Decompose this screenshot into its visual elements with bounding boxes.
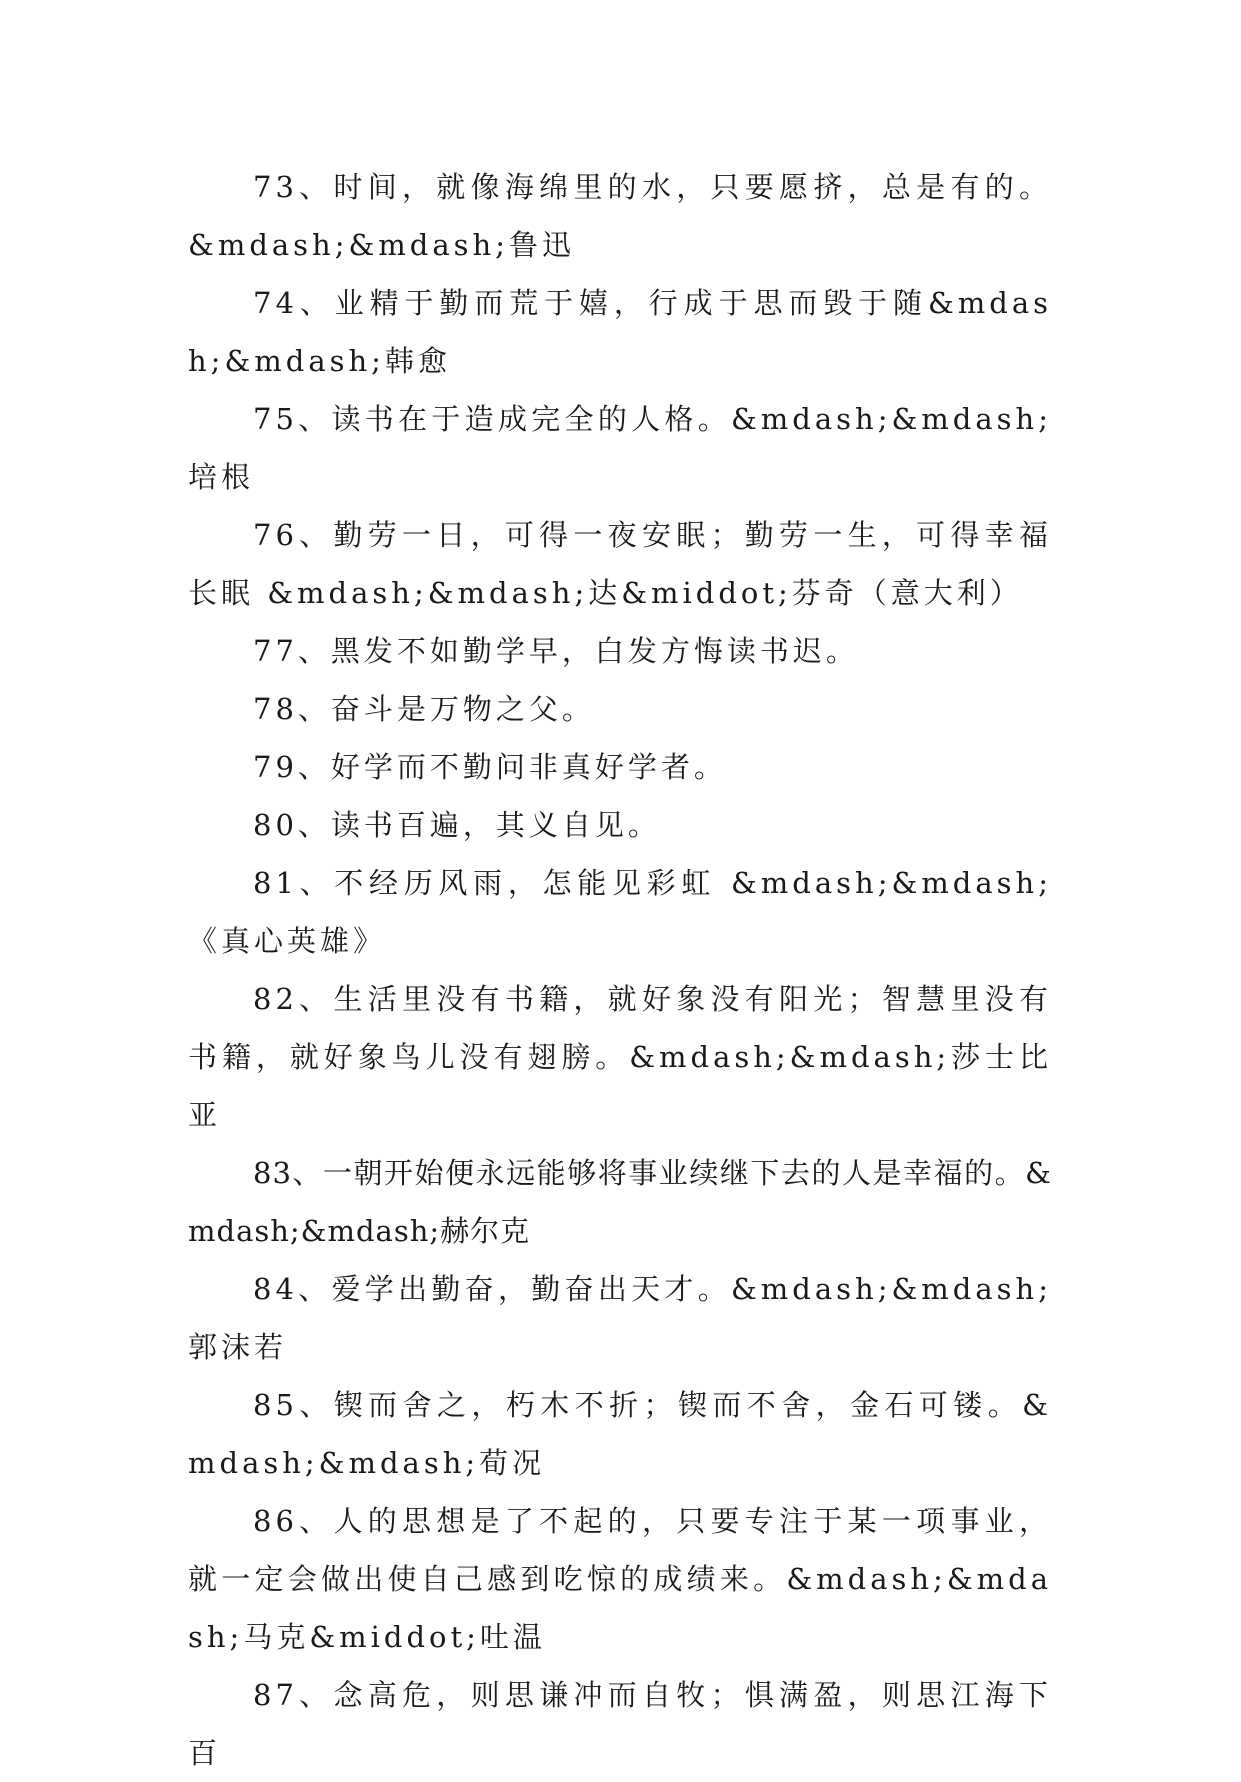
quote-78: 78、奋斗是万物之父。 <box>253 692 595 726</box>
quote-74: 74、业精于勤而荒于嬉，行成于思而毁于随&mdash;&mdash;韩愈 <box>188 286 1052 378</box>
quote-87: 87、念高危，则思谦冲而自牧；惧满盈，则思江海下百 <box>188 1678 1052 1770</box>
quote-86: 86、人的思想是了不起的，只要专注于某一项事业，就一定会做出使自己感到吃惊的成绩来。&mdash;&mdash;马克&middot;吐温 <box>188 1504 1052 1654</box>
document-body <box>188 158 1052 1782</box>
quote-84: 84、爱学出勤奋，勤奋出天才。&mdash;&mdash;郭沫若 <box>188 1272 1052 1364</box>
quote-83: 83、一朝开始便永远能够将事业续继下去的人是幸福的。&mdash;&mdash;赫尔克 <box>188 1156 1052 1248</box>
quote-75: 75、读书在于造成完全的人格。&mdash;&mdash;培根 <box>188 402 1052 494</box>
quote-79: 79、好学而不勤问非真好学者。 <box>253 750 727 784</box>
quote-81: 81、不经历风雨，怎能见彩虹 &mdash;&mdash;《真心英雄》 <box>188 866 1052 958</box>
quote-80: 80、读书百遍，其义自见。 <box>253 808 661 842</box>
quote-77: 77、黑发不如勤学早，白发方悔读书迟。 <box>253 634 859 668</box>
quote-82: 82、生活里没有书籍，就好象没有阳光；智慧里没有书籍，就好象鸟儿没有翅膀。&mdash;&mdash;莎士比亚 <box>188 982 1052 1132</box>
quote-76: 76、勤劳一日，可得一夜安眠；勤劳一生，可得幸福长眠 &mdash;&mdash;达&middot;芬奇（意大利） <box>188 518 1052 610</box>
quote-85: 85、锲而舍之，朽木不折；锲而不舍，金石可镂。&mdash;&mdash;荀况 <box>188 1388 1052 1480</box>
quote-73: 73、时间，就像海绵里的水，只要愿挤，总是有的。&mdash;&mdash;鲁迅 <box>188 170 1052 262</box>
